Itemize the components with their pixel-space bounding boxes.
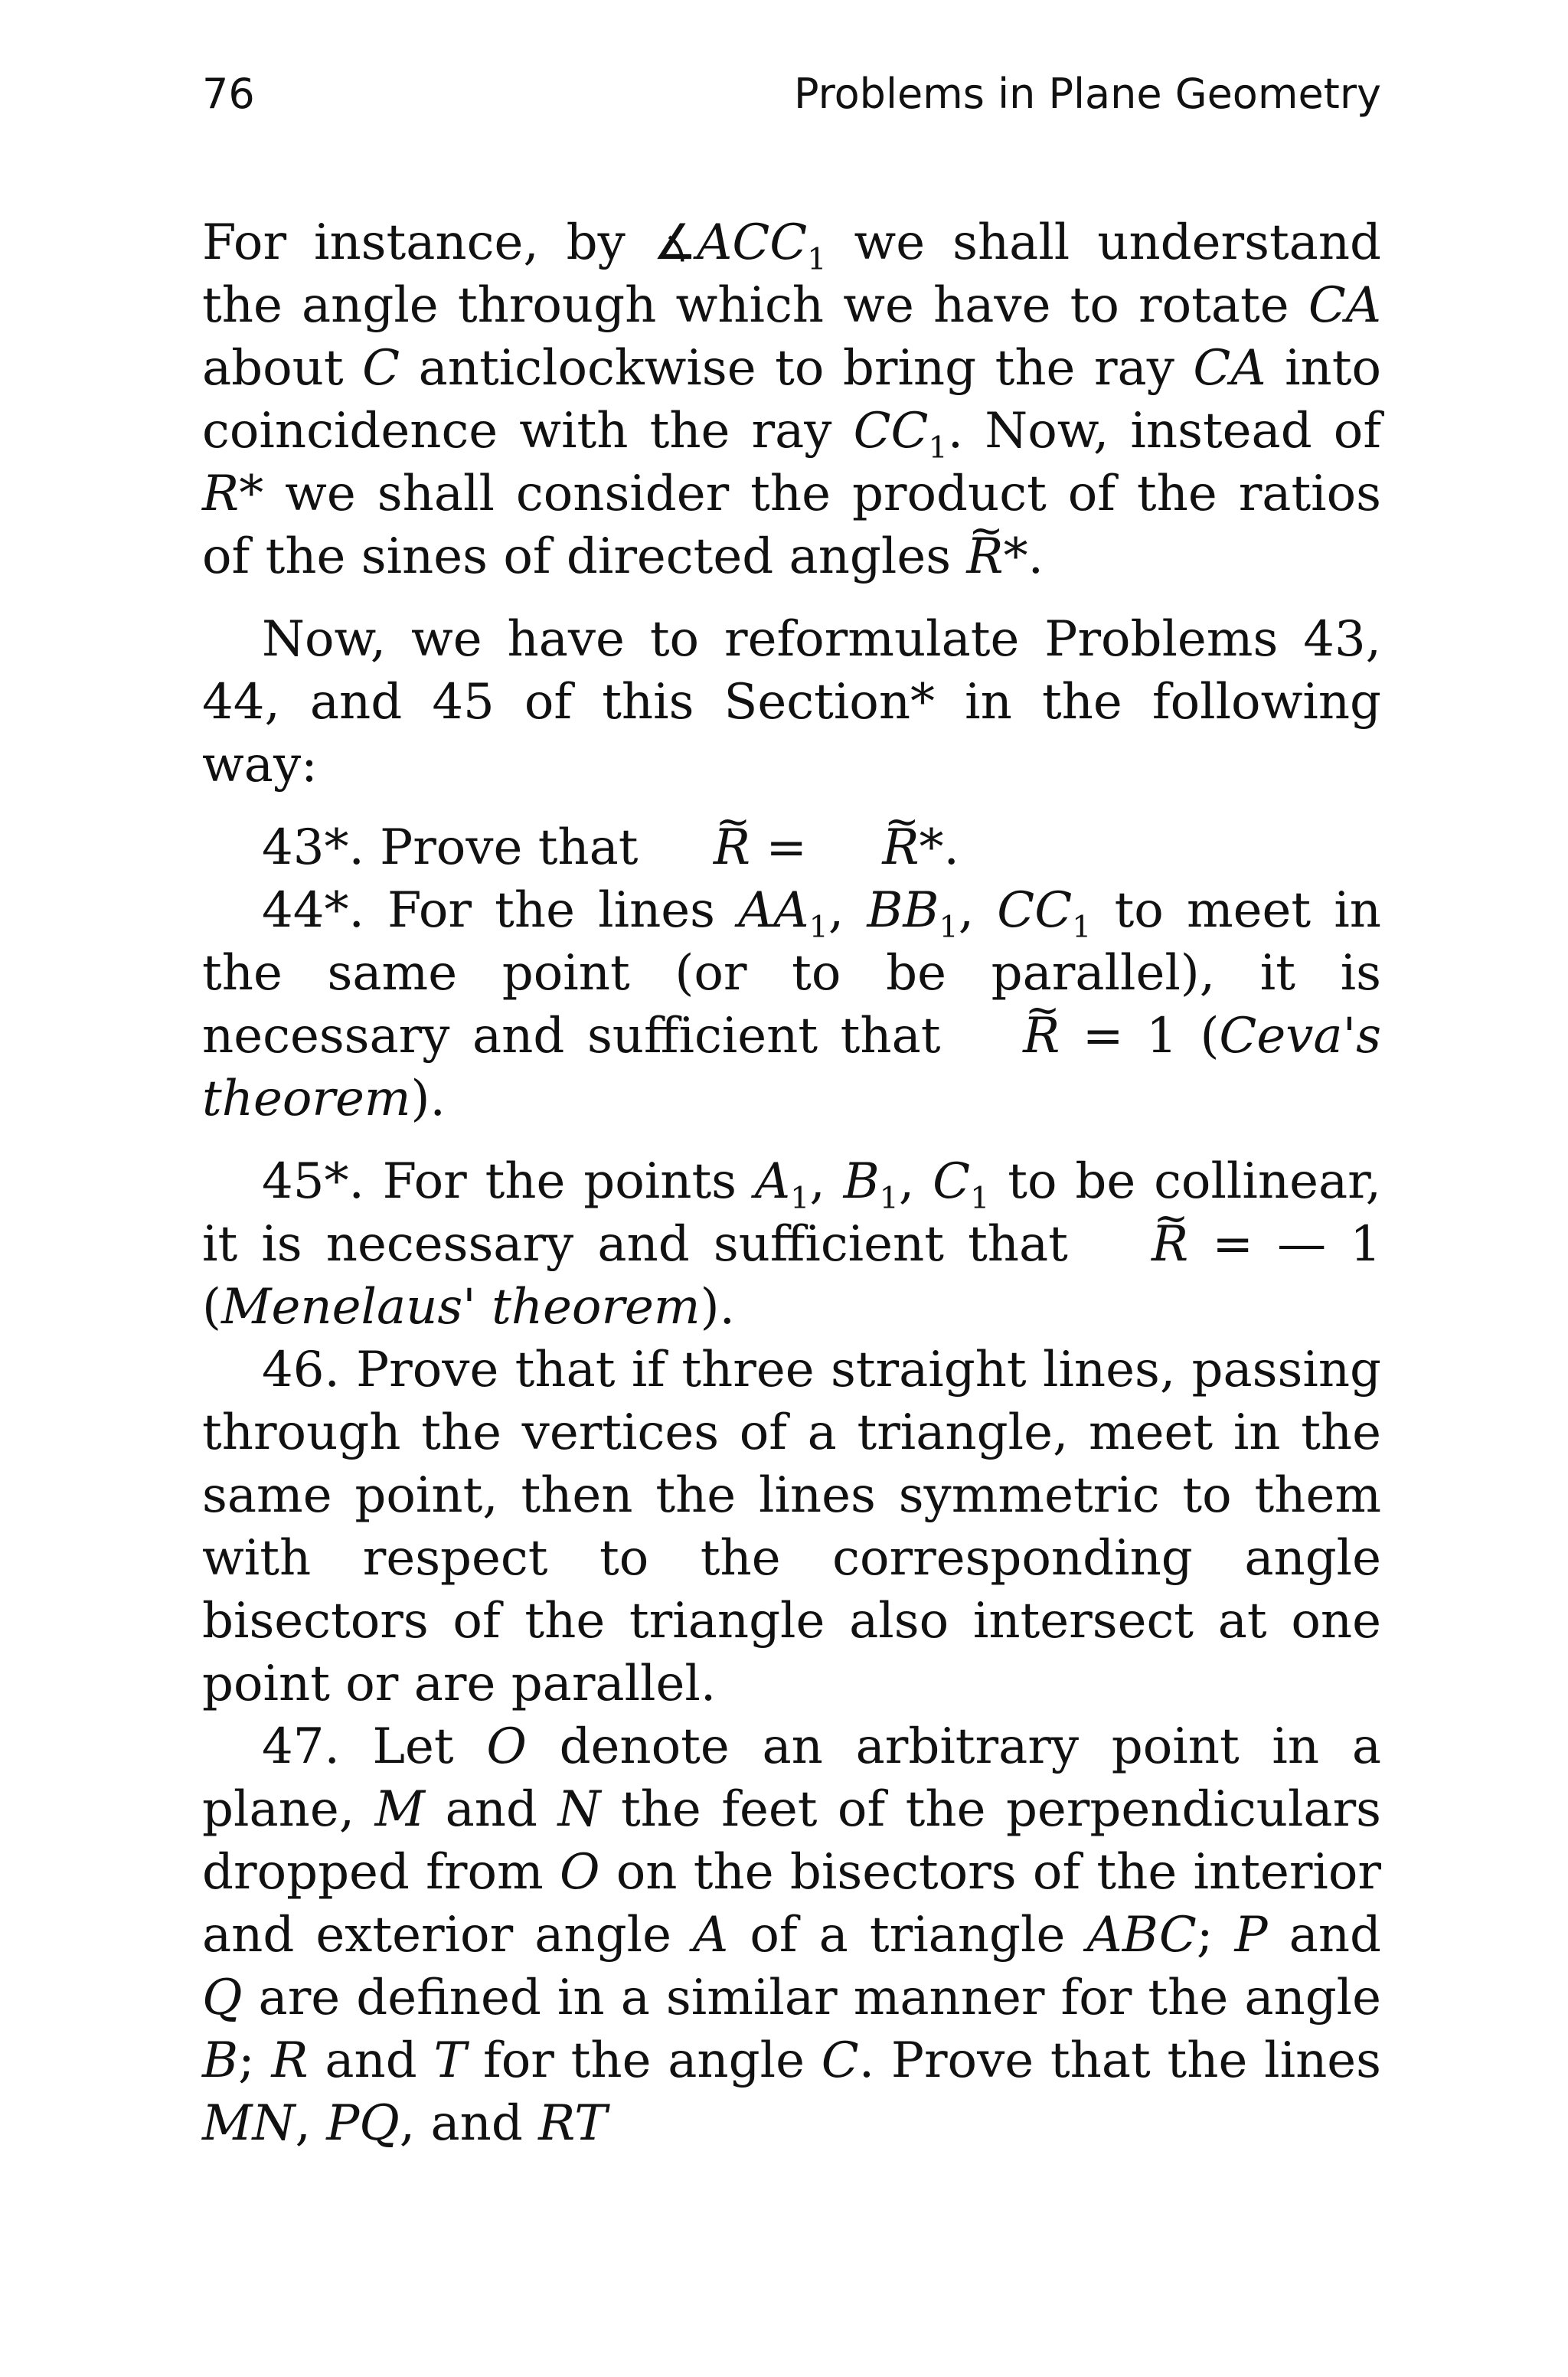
reformulate-paragraph: Now, we have to reformulate Problems 43, 44, and 45 of this Section* in the following way:	[202, 611, 1381, 793]
problem-43: 43*. Prove that ~ R = ~ R*.	[202, 816, 1381, 879]
problem-46: 46. Prove that if three straight lines, passing through the vertices of a triangle, meet in the same point, then the lines symmetric to them with respect to the corresponding angle bisectors of the triangle also intersect at one point or are parallel.	[202, 1342, 1381, 1712]
body-text	[202, 211, 1381, 2155]
page-number: 76	[202, 70, 255, 118]
directed-angle-symbol: ∡	[652, 214, 697, 271]
book-page	[202, 70, 1382, 2155]
problem-44: 44*. For the lines $AA_1$, $BB_1$, $CC_1$ to meet in the same point (or to be parallel), it is necessary and sufficient that ~ R = 1 (Ceva's theorem).	[202, 879, 1381, 1130]
running-head	[202, 70, 1381, 118]
running-title: Problems in Plane Geometry	[794, 70, 1381, 118]
intro-paragraph: For instance, by $∡ACC_1$ we shall understand the angle through which we have to rotate CA about C anticlockwise to bring the ray CA into coincidence with the ray $CC_1$. Now, instead of R* we shall consider the product of the ratios of the sines of directed angles ~ R*.	[202, 211, 1381, 588]
r-tilde-star: ~ R*	[966, 525, 1027, 588]
problem-47: 47. Let O denote an arbitrary point in a plane, M and N the feet of the perpendiculars dropped from O on the bisectors of the interior and exterior angle A of a triangle ABC; P and Q are defined in a similar manner for the angle B; R and T for the angle C. Prove that the lines MN, PQ, and RT	[202, 1718, 1382, 2152]
problem-45: 45*. For the points $A_1$, $B_1$, $C_1$ to be collinear, it is necessary and sufficient that ~ R = — 1 (Menelaus' theorem).	[202, 1150, 1381, 1339]
